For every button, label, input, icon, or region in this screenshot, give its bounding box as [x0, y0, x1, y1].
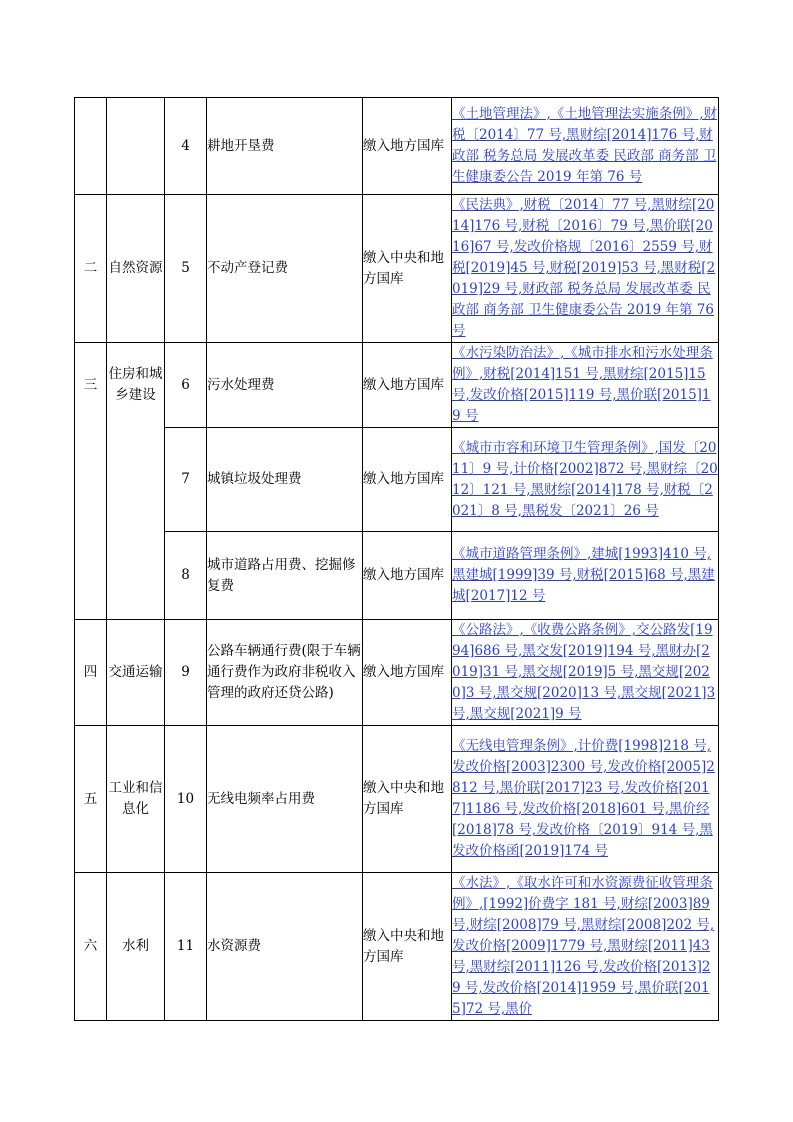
category-number: 三: [75, 343, 107, 428]
legal-basis: [452, 98, 719, 195]
legal-basis: [452, 620, 719, 726]
category-name: 自然资源: [107, 195, 165, 343]
category-number: 二: [75, 195, 107, 343]
legal-basis: [452, 873, 719, 1021]
item-number: 10: [165, 726, 207, 873]
item-number: 9: [165, 620, 207, 726]
item-name: 耕地开垦费: [207, 98, 363, 195]
item-number: 4: [165, 98, 207, 195]
table-row: [75, 98, 719, 195]
table-row: [75, 726, 719, 873]
table-row: [75, 873, 719, 1021]
item-number: 11: [165, 873, 207, 1021]
category-name: 交通运输: [107, 620, 165, 726]
item-name: 不动产登记费: [207, 195, 363, 343]
treasury-destination: 缴入地方国库: [363, 532, 452, 620]
category-number: 六: [75, 873, 107, 1021]
legal-basis: [452, 532, 719, 620]
treasury-destination: 缴入中央和地方国库: [363, 726, 452, 873]
treasury-destination: 缴入地方国库: [363, 98, 452, 195]
fee-table: [74, 97, 719, 1021]
category-number: [75, 532, 107, 620]
category-number: [75, 428, 107, 532]
legal-basis: [452, 195, 719, 343]
treasury-destination: 缴入中央和地方国库: [363, 195, 452, 343]
treasury-destination: 缴入地方国库: [363, 428, 452, 532]
legal-basis-link[interactable]: 《水法》,《取水许可和水资源费征收管理条例》,[1992]价费字 181 号,财综[2003]89 号,财综[2008]79 号,黑财综[2008]202 号,发改价格[2009]1779 号,黑财综[2011]43 号,黑财综[2011]126 号,发改价格[2013]29 号,发改价格[2014]1959 号,黑价联[2015]72 号,黑价: [452, 875, 715, 1017]
category-name: [107, 428, 165, 532]
table-row: [75, 620, 719, 726]
item-number: 8: [165, 532, 207, 620]
item-name: 公路车辆通行费(限于车辆通行费作为政府非税收入管理的政府还贷公路): [207, 620, 363, 726]
table-row: [75, 195, 719, 343]
category-name: [107, 98, 165, 195]
category-number: 四: [75, 620, 107, 726]
table-row: [75, 343, 719, 428]
treasury-destination: 缴入中央和地方国库: [363, 873, 452, 1021]
legal-basis-link[interactable]: 《民法典》,财税〔2014〕77 号,黑财综[2014]176 号,财税〔2016〕79 号,黑价联[2016]67 号,发改价格规〔2016〕2559 号,财税[2019]45 号,财税[2019]53 号,黑财税[2019]29 号,财政部 税务总局 发展改革委 民政部 商务部 卫生健康委公告 2019 年第 76 号: [452, 197, 716, 339]
table-row: [75, 532, 719, 620]
category-name: [107, 532, 165, 620]
legal-basis: [452, 428, 719, 532]
table-row: [75, 428, 719, 532]
item-name: 无线电频率占用费: [207, 726, 363, 873]
treasury-destination: 缴入地方国库: [363, 343, 452, 428]
category-name: 住房和城乡建设: [107, 343, 165, 428]
legal-basis-link[interactable]: 《城市市容和环境卫生管理条例》,国发〔2011〕9 号,计价格[2002]872 号,黑财综〔2012〕121 号,黑财综[2014]178 号,财税〔2021〕8 号,黑税发〔2021〕26 号: [452, 439, 718, 519]
legal-basis-link[interactable]: 《土地管理法》,《土地管理法实施条例》,财税〔2014〕77 号,黑财综[2014]176 号,财政部 税务总局 发展改革委 民政部 商务部 卫生健康委公告 2019 年第 76 号: [452, 106, 718, 185]
category-name: 水利: [107, 873, 165, 1021]
legal-basis: [452, 726, 719, 873]
item-number: 7: [165, 428, 207, 532]
item-name: 城市道路占用费、挖掘修复费: [207, 532, 363, 620]
category-number: [75, 98, 107, 195]
legal-basis-link[interactable]: 《城市道路管理条例》,建城[1993]410 号,黑建城[1999]39 号,财税[2015]68 号,黑建城[2017]12 号: [452, 546, 715, 604]
legal-basis: [452, 343, 719, 428]
item-number: 5: [165, 195, 207, 343]
item-name: 污水处理费: [207, 343, 363, 428]
treasury-destination: 缴入地方国库: [363, 620, 452, 726]
legal-basis-link[interactable]: 《水污染防治法》,《城市排水和污水处理条例》,财税[2014]151 号,黑财综[2015]15 号,发改价格[2015]119 号,黑价联[2015]19 号: [452, 345, 713, 424]
category-name: 工业和信息化: [107, 726, 165, 873]
legal-basis-link[interactable]: 《公路法》,《收费公路条例》,交公路发[1994]686 号,黑交发[2019]194 号,黑财办[2019]31 号,黑交规[2019]5 号,黑交规[2020]3 号,黑交规[2020]13 号,黑交规[2021]3 号,黑交规[2021]9 号: [452, 622, 716, 722]
legal-basis-link[interactable]: 《无线电管理条例》,计价费[1998]218 号,发改价格[2003]2300 号,发改价格[2005]2812 号,黑价联[2017]23 号,发改价格[2017]1186 号,发改价格[2018]601 号,黑价经[2018]78 号,发改价格〔2019〕914 号,黑发改价格函[2019]174 号: [452, 738, 715, 859]
item-name: 水资源费: [207, 873, 363, 1021]
item-number: 6: [165, 343, 207, 428]
category-number: 五: [75, 726, 107, 873]
item-name: 城镇垃圾处理费: [207, 428, 363, 532]
